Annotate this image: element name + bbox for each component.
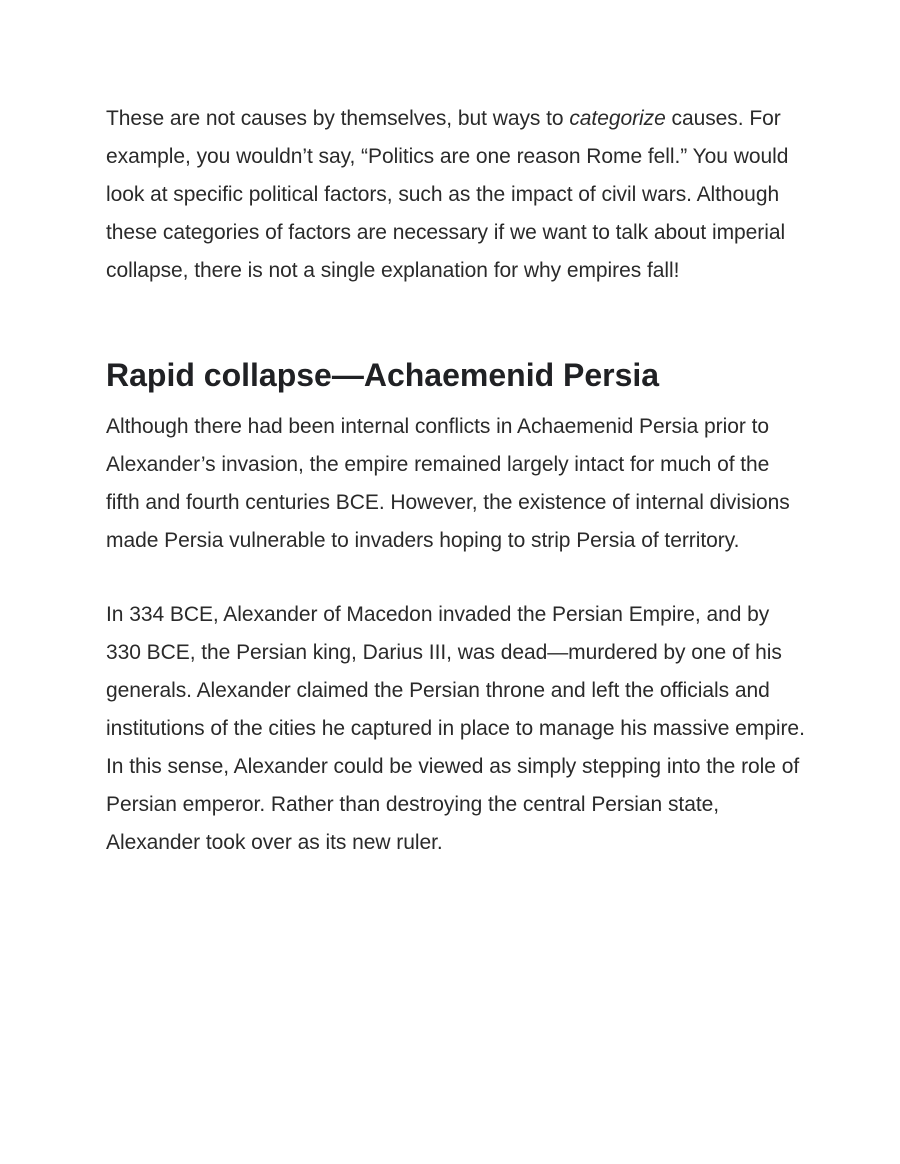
- document-page: [106, 100, 806, 862]
- section-heading: Rapid collapse—Achaemenid Persia: [106, 357, 660, 393]
- intro-emphasis: categorize: [569, 107, 666, 130]
- section-paragraph-2: In 334 BCE, Alexander of Macedon invaded the Persian Empire, and by 330 BCE, the Persian king, Darius III, was dead—murdered by one of his generals. Alexander claimed the Persian throne and left the officials and institutions of the cities he captured in place to manage his massive empire. In this sense, Alexander could be viewed as simply stepping into the role of Persian emperor. Rather than destroying the central Persian state, Alexander took over as its new ruler.: [106, 603, 805, 854]
- section-paragraph-1: Although there had been internal conflicts in Achaemenid Persia prior to Alexander’s invasion, the empire remained largely intact for much of the fifth and fourth centuries BCE. However, the existence of internal divisions made Persia vulnerable to invaders hoping to strip Persia of territory.: [106, 415, 790, 552]
- intro-paragraph: [106, 100, 806, 290]
- intro-text-end: causes. For example, you wouldn’t say, “Politics are one reason Rome fell.” You would look at specific political factors, such as the impact of civil wars. Although these categories of factors are necessary if we want to talk about imperial collapse, there is not a single explanation for why empires fall!: [106, 107, 789, 282]
- intro-text-start: These are not causes by themselves, but ways to: [106, 107, 570, 130]
